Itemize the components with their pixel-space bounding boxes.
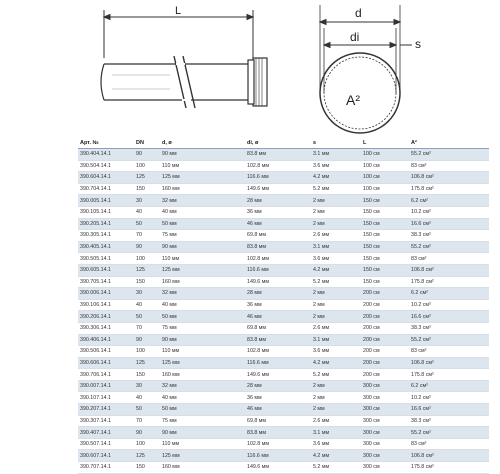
cell-inner-diameter: 36 мм	[245, 392, 311, 404]
cell-article: 390.005.14.1	[78, 195, 134, 207]
table-header-row	[78, 138, 489, 149]
cell-wall: 2 мм	[311, 392, 361, 404]
cell-length: 300 см	[361, 392, 409, 404]
cell-inner-diameter: 102.8 мм	[245, 346, 311, 358]
cell-length: 200 см	[361, 357, 409, 369]
cell-outer-diameter: 75 мм	[160, 415, 245, 427]
cell-article: 390.504.14.1	[78, 160, 134, 172]
cell-length: 100 см	[361, 172, 409, 184]
table-row	[78, 160, 489, 172]
table-row	[78, 404, 489, 416]
cell-wall: 3.6 мм	[311, 438, 361, 450]
header-wall: s	[311, 138, 361, 149]
cell-length: 150 см	[361, 195, 409, 207]
cell-dn: 40	[134, 392, 160, 404]
cell-inner-diameter: 102.8 мм	[245, 160, 311, 172]
cell-article: 390.404.14.1	[78, 149, 134, 161]
cell-length: 200 см	[361, 288, 409, 300]
table-row	[78, 149, 489, 161]
cell-outer-diameter: 32 мм	[160, 288, 245, 300]
cell-length: 150 см	[361, 206, 409, 218]
cell-wall: 2.6 мм	[311, 415, 361, 427]
cell-dn: 150	[134, 369, 160, 381]
header-inner-diameter: di, ø	[245, 138, 311, 149]
cell-article: 390.205.14.1	[78, 218, 134, 230]
pipe-diagram	[0, 0, 500, 135]
cell-area: 83 см²	[409, 160, 489, 172]
cell-inner-diameter: 149.6 мм	[245, 183, 311, 195]
cell-inner-diameter: 116.6 мм	[245, 172, 311, 184]
cell-outer-diameter: 125 мм	[160, 357, 245, 369]
cell-dn: 100	[134, 253, 160, 265]
cell-outer-diameter: 32 мм	[160, 380, 245, 392]
cell-dn: 100	[134, 438, 160, 450]
cell-wall: 3.1 мм	[311, 427, 361, 439]
table-row	[78, 195, 489, 207]
cell-wall: 2 мм	[311, 380, 361, 392]
cell-length: 150 см	[361, 276, 409, 288]
cell-outer-diameter: 125 мм	[160, 450, 245, 462]
table-row	[78, 322, 489, 334]
cell-inner-diameter: 116.6 мм	[245, 264, 311, 276]
table-body	[78, 149, 489, 474]
cell-inner-diameter: 116.6 мм	[245, 450, 311, 462]
cell-outer-diameter: 110 мм	[160, 346, 245, 358]
cell-area: 106.8 см²	[409, 357, 489, 369]
cell-length: 100 см	[361, 160, 409, 172]
cell-wall: 3.6 мм	[311, 160, 361, 172]
cell-area: 175.8 см²	[409, 276, 489, 288]
cell-dn: 70	[134, 322, 160, 334]
table-row	[78, 438, 489, 450]
cell-length: 200 см	[361, 311, 409, 323]
cell-length: 150 см	[361, 230, 409, 242]
cell-length: 300 см	[361, 438, 409, 450]
cell-wall: 2 мм	[311, 404, 361, 416]
cell-length: 200 см	[361, 346, 409, 358]
table-row	[78, 276, 489, 288]
cell-article: 390.006.14.1	[78, 288, 134, 300]
cell-outer-diameter: 110 мм	[160, 438, 245, 450]
cell-dn: 150	[134, 276, 160, 288]
table-row	[78, 427, 489, 439]
cell-wall: 3.1 мм	[311, 241, 361, 253]
cell-dn: 70	[134, 230, 160, 242]
cell-dn: 30	[134, 195, 160, 207]
cell-dn: 90	[134, 334, 160, 346]
cell-dn: 125	[134, 450, 160, 462]
cell-outer-diameter: 125 мм	[160, 172, 245, 184]
cell-wall: 2 мм	[311, 299, 361, 311]
cell-length: 100 см	[361, 183, 409, 195]
cell-dn: 30	[134, 380, 160, 392]
cell-inner-diameter: 102.8 мм	[245, 438, 311, 450]
table-row	[78, 241, 489, 253]
pipe-cross-section	[320, 5, 412, 133]
cell-inner-diameter: 46 мм	[245, 311, 311, 323]
cell-area: 10.2 см²	[409, 299, 489, 311]
cell-article: 390.307.14.1	[78, 415, 134, 427]
cell-inner-diameter: 83.8 мм	[245, 427, 311, 439]
cell-wall: 5.2 мм	[311, 183, 361, 195]
table-row	[78, 183, 489, 195]
cell-area: 106.8 см²	[409, 450, 489, 462]
table-row	[78, 334, 489, 346]
cell-article: 390.507.14.1	[78, 438, 134, 450]
header-area: A²	[409, 138, 489, 149]
cell-wall: 2 мм	[311, 288, 361, 300]
table-row	[78, 415, 489, 427]
cell-inner-diameter: 28 мм	[245, 380, 311, 392]
cell-wall: 2 мм	[311, 311, 361, 323]
table-row	[78, 288, 489, 300]
cell-dn: 90	[134, 427, 160, 439]
table-row	[78, 462, 489, 474]
cell-inner-diameter: 149.6 мм	[245, 462, 311, 474]
outer-diameter-label: d	[355, 6, 362, 20]
cell-outer-diameter: 50 мм	[160, 218, 245, 230]
cell-area: 10.2 см²	[409, 392, 489, 404]
cell-wall: 5.2 мм	[311, 276, 361, 288]
cell-length: 200 см	[361, 322, 409, 334]
cell-outer-diameter: 90 мм	[160, 427, 245, 439]
table-row	[78, 253, 489, 265]
cell-article: 390.106.14.1	[78, 299, 134, 311]
cell-article: 390.606.14.1	[78, 357, 134, 369]
cell-outer-diameter: 110 мм	[160, 253, 245, 265]
cell-outer-diameter: 40 мм	[160, 299, 245, 311]
cell-area: 38.3 см²	[409, 322, 489, 334]
cell-outer-diameter: 90 мм	[160, 241, 245, 253]
cell-wall: 4.2 мм	[311, 264, 361, 276]
table-row	[78, 380, 489, 392]
length-dimension	[104, 10, 253, 58]
area-label: A²	[346, 92, 360, 108]
cell-dn: 100	[134, 160, 160, 172]
cell-outer-diameter: 110 мм	[160, 160, 245, 172]
cell-dn: 90	[134, 149, 160, 161]
cell-length: 150 см	[361, 264, 409, 276]
cell-area: 16.6 см²	[409, 404, 489, 416]
table-row	[78, 264, 489, 276]
pipe-drawing	[0, 0, 500, 135]
cell-length: 300 см	[361, 380, 409, 392]
cell-wall: 2.6 мм	[311, 322, 361, 334]
cell-outer-diameter: 75 мм	[160, 322, 245, 334]
cell-outer-diameter: 160 мм	[160, 183, 245, 195]
table-row	[78, 172, 489, 184]
cell-wall: 2 мм	[311, 206, 361, 218]
cell-length: 300 см	[361, 415, 409, 427]
cell-area: 38.3 см²	[409, 230, 489, 242]
table-row	[78, 299, 489, 311]
cell-outer-diameter: 90 мм	[160, 334, 245, 346]
cell-length: 300 см	[361, 450, 409, 462]
table-row	[78, 346, 489, 358]
cell-inner-diameter: 116.6 мм	[245, 357, 311, 369]
cell-outer-diameter: 125 мм	[160, 264, 245, 276]
cell-dn: 50	[134, 311, 160, 323]
cell-area: 83 см²	[409, 346, 489, 358]
table-row	[78, 311, 489, 323]
cell-area: 38.3 см²	[409, 415, 489, 427]
cell-article: 390.406.14.1	[78, 334, 134, 346]
cell-area: 55.2 см²	[409, 334, 489, 346]
cell-length: 300 см	[361, 427, 409, 439]
cell-inner-diameter: 69.8 мм	[245, 322, 311, 334]
cell-outer-diameter: 40 мм	[160, 392, 245, 404]
cell-inner-diameter: 36 мм	[245, 299, 311, 311]
cell-wall: 5.2 мм	[311, 369, 361, 381]
cell-outer-diameter: 32 мм	[160, 195, 245, 207]
cell-dn: 40	[134, 206, 160, 218]
cell-article: 390.207.14.1	[78, 404, 134, 416]
table-row	[78, 392, 489, 404]
cell-area: 6.2 см²	[409, 195, 489, 207]
cell-length: 200 см	[361, 299, 409, 311]
cell-outer-diameter: 40 мм	[160, 206, 245, 218]
cell-wall: 3.6 мм	[311, 253, 361, 265]
cell-article: 390.704.14.1	[78, 183, 134, 195]
cell-wall: 4.2 мм	[311, 357, 361, 369]
table-row	[78, 450, 489, 462]
cell-area: 106.8 см²	[409, 172, 489, 184]
header-dn: DN	[134, 138, 160, 149]
cell-length: 200 см	[361, 334, 409, 346]
cell-length: 150 см	[361, 241, 409, 253]
cell-article: 390.706.14.1	[78, 369, 134, 381]
cell-article: 390.405.14.1	[78, 241, 134, 253]
cell-area: 16.6 см²	[409, 311, 489, 323]
table-row	[78, 357, 489, 369]
cell-dn: 150	[134, 462, 160, 474]
cell-wall: 2.6 мм	[311, 230, 361, 242]
cell-inner-diameter: 69.8 мм	[245, 230, 311, 242]
cell-area: 6.2 см²	[409, 380, 489, 392]
header-outer-diameter: d, ø	[160, 138, 245, 149]
table-row	[78, 230, 489, 242]
cell-area: 83 см²	[409, 438, 489, 450]
cell-article: 390.505.14.1	[78, 253, 134, 265]
header-length: L	[361, 138, 409, 149]
cell-wall: 3.1 мм	[311, 149, 361, 161]
cell-article: 390.105.14.1	[78, 206, 134, 218]
cell-wall: 4.2 мм	[311, 450, 361, 462]
cell-inner-diameter: 83.8 мм	[245, 241, 311, 253]
cell-inner-diameter: 28 мм	[245, 195, 311, 207]
cell-dn: 40	[134, 299, 160, 311]
cell-inner-diameter: 46 мм	[245, 404, 311, 416]
cell-inner-diameter: 36 мм	[245, 206, 311, 218]
cell-wall: 3.1 мм	[311, 334, 361, 346]
cell-wall: 2 мм	[311, 195, 361, 207]
table-row	[78, 218, 489, 230]
cell-inner-diameter: 46 мм	[245, 218, 311, 230]
cell-area: 175.8 см²	[409, 369, 489, 381]
cell-dn: 125	[134, 264, 160, 276]
cell-article: 390.707.14.1	[78, 462, 134, 474]
cell-area: 6.2 см²	[409, 288, 489, 300]
cell-wall: 5.2 мм	[311, 462, 361, 474]
table-row	[78, 369, 489, 381]
cell-dn: 125	[134, 357, 160, 369]
cell-inner-diameter: 83.8 мм	[245, 149, 311, 161]
cell-inner-diameter: 149.6 мм	[245, 276, 311, 288]
cell-area: 10.2 см²	[409, 206, 489, 218]
cell-dn: 100	[134, 346, 160, 358]
cell-length: 100 см	[361, 149, 409, 161]
cell-area: 175.8 см²	[409, 462, 489, 474]
length-label: L	[175, 5, 182, 17]
cell-outer-diameter: 160 мм	[160, 462, 245, 474]
cell-length: 200 см	[361, 369, 409, 381]
cell-outer-diameter: 90 мм	[160, 149, 245, 161]
cell-article: 390.306.14.1	[78, 322, 134, 334]
pipe-side-view	[101, 56, 267, 108]
cell-dn: 70	[134, 415, 160, 427]
cell-area: 55.2 см²	[409, 149, 489, 161]
cell-area: 83 см²	[409, 253, 489, 265]
table-row	[78, 206, 489, 218]
cell-outer-diameter: 160 мм	[160, 369, 245, 381]
cell-article: 390.007.14.1	[78, 380, 134, 392]
cell-article: 390.607.14.1	[78, 450, 134, 462]
pipe-spec-table	[78, 138, 489, 474]
cell-dn: 30	[134, 288, 160, 300]
cell-article: 390.705.14.1	[78, 276, 134, 288]
cell-wall: 3.6 мм	[311, 346, 361, 358]
cell-area: 55.2 см²	[409, 427, 489, 439]
cell-wall: 4.2 мм	[311, 172, 361, 184]
cell-outer-diameter: 160 мм	[160, 276, 245, 288]
cell-length: 300 см	[361, 462, 409, 474]
cell-dn: 50	[134, 218, 160, 230]
cell-length: 300 см	[361, 404, 409, 416]
cell-outer-diameter: 75 мм	[160, 230, 245, 242]
wall-thickness-label: s	[415, 37, 421, 51]
cell-inner-diameter: 83.8 мм	[245, 334, 311, 346]
cell-dn: 150	[134, 183, 160, 195]
header-article: Арт. №	[78, 138, 134, 149]
cell-inner-diameter: 28 мм	[245, 288, 311, 300]
cell-dn: 125	[134, 172, 160, 184]
cell-inner-diameter: 149.6 мм	[245, 369, 311, 381]
cell-dn: 50	[134, 404, 160, 416]
cell-article: 390.206.14.1	[78, 311, 134, 323]
cell-length: 150 см	[361, 253, 409, 265]
cell-wall: 2 мм	[311, 218, 361, 230]
cell-article: 390.604.14.1	[78, 172, 134, 184]
cell-article: 390.305.14.1	[78, 230, 134, 242]
cell-article: 390.506.14.1	[78, 346, 134, 358]
cell-area: 16.6 см²	[409, 218, 489, 230]
cell-area: 106.8 см²	[409, 264, 489, 276]
inner-diameter-label: di	[350, 30, 360, 44]
cell-article: 390.605.14.1	[78, 264, 134, 276]
cell-inner-diameter: 102.8 мм	[245, 253, 311, 265]
cell-area: 175.8 см²	[409, 183, 489, 195]
cell-article: 390.407.14.1	[78, 427, 134, 439]
cell-outer-diameter: 50 мм	[160, 311, 245, 323]
cell-article: 390.107.14.1	[78, 392, 134, 404]
cell-outer-diameter: 50 мм	[160, 404, 245, 416]
cell-inner-diameter: 69.8 мм	[245, 415, 311, 427]
cell-dn: 90	[134, 241, 160, 253]
cell-area: 55.2 см²	[409, 241, 489, 253]
cell-length: 150 см	[361, 218, 409, 230]
